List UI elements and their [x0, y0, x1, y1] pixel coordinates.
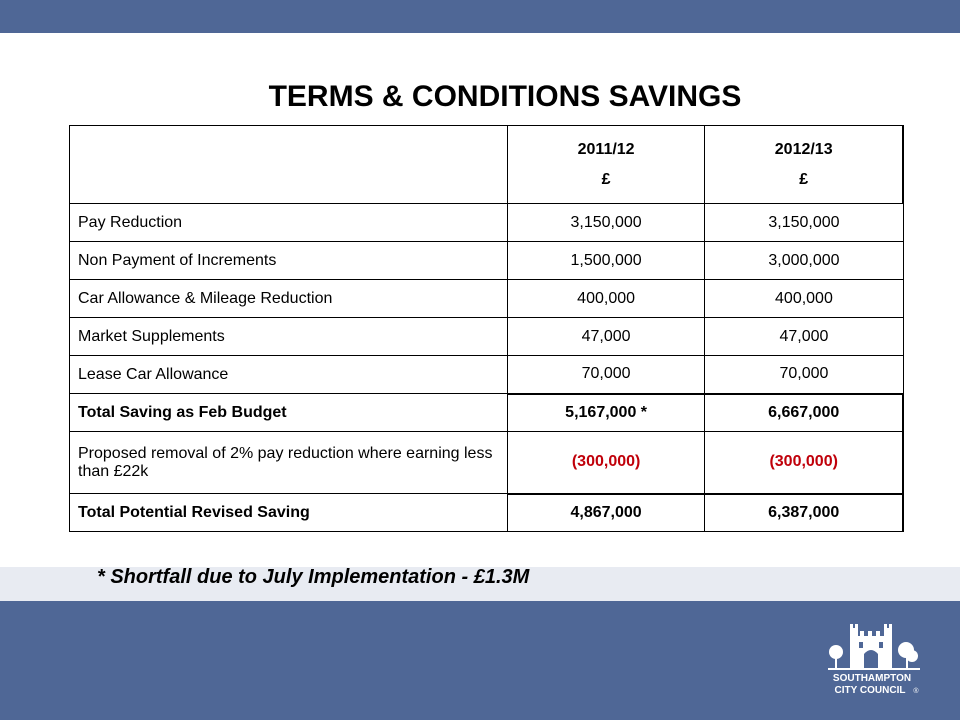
header-unit: £ — [601, 170, 611, 188]
savings-table — [69, 125, 904, 532]
table-row — [70, 280, 904, 318]
header-2011-12 — [507, 126, 705, 204]
table-row — [70, 242, 904, 280]
row-label: Total Saving as Feb Budget — [70, 394, 508, 432]
row-label: Pay Reduction — [70, 204, 508, 242]
header-year: 2012/13 — [774, 140, 833, 158]
row-value-2012-13: 70,000 — [705, 356, 903, 394]
logo-text-line2: CITY COUNCIL — [834, 685, 906, 696]
table-row — [70, 204, 904, 242]
row-value-2012-13: (300,000) — [705, 432, 903, 494]
shortfall-footnote: * Shortfall due to July Implementation - £1.3M — [97, 566, 530, 588]
row-label: Non Payment of Increments — [70, 242, 508, 280]
header-empty-cell — [70, 126, 508, 204]
row-value-2012-13: 3,150,000 — [705, 204, 903, 242]
row-value-2011-12: (300,000) — [507, 432, 705, 494]
registered-mark: ® — [913, 688, 919, 695]
table-row-total-feb-budget — [70, 394, 904, 432]
row-value-2012-13: 400,000 — [705, 280, 903, 318]
top-band — [0, 0, 960, 33]
table-row-proposed-removal — [70, 432, 904, 494]
row-label: Lease Car Allowance — [70, 356, 508, 394]
header-year: 2011/12 — [577, 140, 635, 158]
row-value-2011-12: 5,167,000 * — [507, 394, 705, 432]
row-label: Market Supplements — [70, 318, 508, 356]
row-value-2011-12: 70,000 — [507, 356, 705, 394]
table-header-row — [70, 126, 904, 204]
page-title: TERMS & CONDITIONS SAVINGS — [268, 80, 742, 113]
header-unit: £ — [799, 170, 809, 188]
row-value-2012-13: 6,387,000 — [705, 494, 903, 532]
footer-band — [0, 601, 960, 720]
row-label: Proposed removal of 2% pay reduction where earning less than £22k — [70, 432, 508, 494]
row-value-2011-12: 1,500,000 — [507, 242, 705, 280]
row-value-2011-12: 3,150,000 — [507, 204, 705, 242]
row-label: Car Allowance & Mileage Reduction — [70, 280, 508, 318]
row-label: Total Potential Revised Saving — [70, 494, 508, 532]
row-value-2011-12: 400,000 — [507, 280, 705, 318]
row-value-2012-13: 3,000,000 — [705, 242, 903, 280]
table-row — [70, 318, 904, 356]
table-row — [70, 356, 904, 394]
row-value-2011-12: 47,000 — [507, 318, 705, 356]
row-value-2012-13: 47,000 — [705, 318, 903, 356]
logo-text-line1: SOUTHAMPTON — [832, 673, 912, 684]
table-row-total-revised — [70, 494, 904, 532]
southampton-city-council-logo — [826, 618, 922, 698]
row-value-2012-13: 6,667,000 — [705, 394, 903, 432]
row-value-2011-12: 4,867,000 — [507, 494, 705, 532]
header-2012-13 — [705, 126, 903, 204]
